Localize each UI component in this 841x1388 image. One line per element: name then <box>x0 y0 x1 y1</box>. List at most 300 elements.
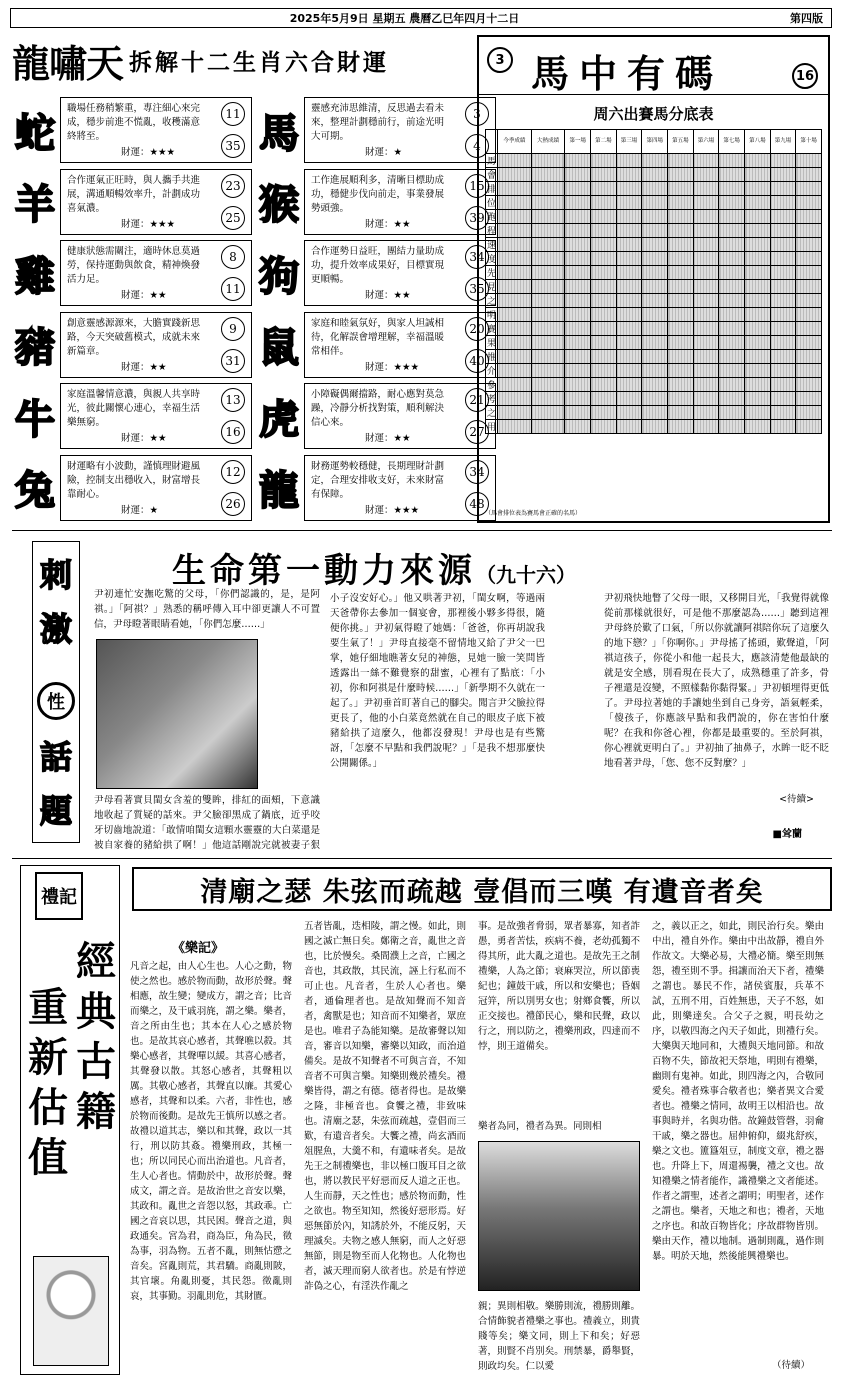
table-cell <box>565 406 591 420</box>
row-label: 考 <box>486 392 498 406</box>
table-cell <box>668 182 694 196</box>
table-cell <box>719 196 745 210</box>
table-cell <box>796 266 822 280</box>
table-cell <box>745 210 771 224</box>
lucky-number: 27 <box>465 420 489 444</box>
row-label: 馬 <box>486 154 498 168</box>
table-row <box>486 196 822 210</box>
table-cell <box>591 154 617 168</box>
table-cell <box>745 182 771 196</box>
lucky-number: 34 <box>465 460 489 484</box>
side-char: 籍 <box>76 1088 116 1135</box>
table-cell <box>770 182 796 196</box>
table-row <box>486 294 822 308</box>
table-row <box>486 364 822 378</box>
table-cell <box>531 364 565 378</box>
zodiac-sign: 豬 <box>15 324 55 371</box>
table-cell <box>745 252 771 266</box>
table-cell <box>565 364 591 378</box>
zodiac-text: 職場任務稍繁重，專注細心來完成，穩步前進不慌亂，收穫滿意終將至。 <box>67 103 201 142</box>
header-page-number: 第四版 <box>790 12 823 25</box>
zodiac-text: 工作進展順利多，清晰目標助成功，穩健步伐向前走，事業發展勢頭強。 <box>311 174 445 214</box>
zodiac-fortune: 財運：★ <box>365 147 403 158</box>
table-header-cell: 大熱成績 <box>531 130 565 154</box>
lucky-number: 8 <box>221 245 245 269</box>
lucky-number: 4 <box>465 134 489 158</box>
table-header <box>486 130 822 154</box>
classics-col-2: 五者皆亂，迭相陵，謂之慢。如此，則國之滅亡無日矣。鄭衛之音，亂世之音也，比於慢矣。桑間濮上之音，亡國之音也，其政散，其民流，誣上行私而不可止也。凡音者，生於人心者也。樂者，通倫理者也。是故知聲而不知音者，禽獸是也；知音而不知樂者，眾庶是也。唯君子為能知樂。是故審聲以知音，審音以知樂，審樂以知政，而治道備矣。是故不知聲者不可與言音，不知音者不可與言樂。知樂則幾於禮矣。禮樂皆得，謂之有德。德者得也。是故樂之隆，非極音也。食饗之禮，非致味也。清廟之瑟，朱弦而疏越，壹倡而三歎，有遺音者矣。大饗之禮，尚玄酒而俎腥魚，大羹不和，有遺味者矣。是故先王之制禮樂也，非以極口腹耳目之欲也，將以教民平好惡而反人道之正也。人生而靜，天之性也；感於物而動，性之欲也。物至知知，然後好惡形焉。好惡無節於內，知誘於外，不能反躬，天理滅矣。夫物之感人無窮，而人之好惡無節，則是物至而人化物也。人化物也者，滅天理而窮人欲者也。於是有悖逆詐偽之心，有淫泆作亂之 <box>304 921 466 1292</box>
zodiac-fortune: 財運：★★★ <box>121 218 176 230</box>
table-row <box>486 168 822 182</box>
zodiac-sign: 鼠 <box>259 324 299 371</box>
table-cell <box>531 168 565 182</box>
story-col-3: 尹初飛快地瞥了父母一眼，又移開目光，「我覺得就像從前那樣就很好，可是他不那麼認為……」聽到這裡尹母終於歎了口氣，「所以你就讓阿祺陪你玩了這麼久的地下戀？」「你啊你。」尹母搖了搖頭，歎聲道，「阿祺這孩子，你從小和他一起長大，應該清楚他最缺的就是安全感，別看現在長大了，成熟穩重了許多，骨子裡還是沒變，不照樣黏你黏得緊。」尹初頓埋得更低了。尹母拉著她的手讓她坐到自己身旁，語氣輕柔，「傻孩子，你應該早點和我們說的，你在害怕什麼呢？在我和你爸心裡，你都是最重要的。至於阿祺，你心裡就更明白了。」尹初抽了抽鼻子，水眸一眨不眨地看著尹母，「您、您不反對麼？」 <box>604 593 829 769</box>
table-cell <box>668 294 694 308</box>
table-cell <box>693 322 719 336</box>
zodiac-sign: 蛇 <box>15 109 55 157</box>
table-cell <box>770 406 796 420</box>
lucky-number: 26 <box>221 492 245 516</box>
table-cell <box>719 182 745 196</box>
table-cell <box>642 392 668 406</box>
row-label: 之 <box>486 406 498 420</box>
table-cell <box>616 364 642 378</box>
table-cell <box>745 294 771 308</box>
table-cell <box>498 210 532 224</box>
table-cell <box>498 280 532 294</box>
zodiac-fortune: 財運：★★★ <box>121 147 176 158</box>
table-cell <box>498 196 532 210</box>
row-label: 明 <box>486 308 498 322</box>
table-cell <box>668 378 694 392</box>
table-cell <box>770 364 796 378</box>
table-cell <box>719 210 745 224</box>
table-cell <box>770 210 796 224</box>
table-cell <box>770 294 796 308</box>
table-cell <box>719 168 745 182</box>
side-char: 話 <box>39 738 72 776</box>
side-char: 激 <box>39 610 72 648</box>
table-cell <box>693 252 719 266</box>
zodiac-sign: 虎 <box>259 395 299 443</box>
table-cell <box>565 280 591 294</box>
classics-col-4: 之，義以正之，如此，則民治行矣。樂由中出，禮自外作。樂由中出故靜，禮自外作故文。大樂必易，大禮必簡。樂至則無怨，禮至則不爭。揖讓而治天下者，禮樂之謂也。暴民不作，諸侯賓服，兵革不試，五刑不用，百姓無患，天子不怒，如此，則樂達矣。合父子之親，明長幼之序，以敬四海之內天子如此，則禮行矣。大樂與天地同和，大禮與天地同節。和故百物不失，節故祀天祭地，明則有禮樂，幽則有鬼神。如此，則四海之內，合敬同愛矣。禮者殊事合敬者也；樂者異文合愛者也。禮樂之情同，故明王以相沿也。故事與時并，名與功偕。故鐘鼓管磬，羽龠干戚，樂之器也。屈伸俯仰，綴兆舒疾，樂之文也。簠簋俎豆，制度文章，禮之器也。升降上下，周還裼襲，禮之文也。故知禮樂之情者能作，識禮樂之文者能述。作者之謂聖，述者之謂明；明聖者，述作之謂也。樂者，天地之和也；禮者，天地之序也。和故百物皆化；序故群物皆別。樂由天作，禮以地制。過制則亂，過作則暴。明於天地，然後能興禮樂也。 <box>652 921 824 1262</box>
table-header-cell: 第九場 <box>770 130 796 154</box>
table-cell <box>719 392 745 406</box>
table-cell <box>668 210 694 224</box>
table-cell <box>745 224 771 238</box>
table-cell <box>770 378 796 392</box>
table-cell <box>668 420 694 434</box>
table-cell <box>616 224 642 238</box>
table-cell <box>745 154 771 168</box>
table-cell <box>719 238 745 252</box>
zodiac-box <box>304 312 496 378</box>
table-header-cell: 第八場 <box>745 130 771 154</box>
side-char: 值 <box>28 1134 68 1181</box>
story-title <box>172 543 576 592</box>
table-cell <box>565 294 591 308</box>
zodiac-entry <box>12 453 485 523</box>
table-cell <box>616 392 642 406</box>
table-cell <box>642 224 668 238</box>
table-cell <box>642 322 668 336</box>
zodiac-text: 財務運勢較穩健，長期理財計劃定，合理安排收支好，未來財富有保障。 <box>311 460 445 500</box>
table-cell <box>498 266 532 280</box>
table-cell <box>693 266 719 280</box>
row-label: 先 <box>486 266 498 280</box>
table-cell <box>565 378 591 392</box>
table-cell <box>745 350 771 364</box>
table-cell <box>719 378 745 392</box>
table-cell <box>616 406 642 420</box>
story-col-1-bottom: 尹母看著實貝閨女含羞的雙眸，排紅的面頰，下意識地收起了質疑的話來。尹父臉卻黑成了鍋底，近乎咬牙切齒地說道：「敢情咱閨女這顆水靈靈的大白菜還是被自家養的豬給拱了啊！」他這話剛說完就被妻子狠 <box>94 795 320 851</box>
zodiac-box <box>304 97 496 163</box>
table-cell <box>796 280 822 294</box>
table-cell <box>591 420 617 434</box>
table-cell <box>642 210 668 224</box>
table-cell <box>693 210 719 224</box>
table-cell <box>591 406 617 420</box>
zodiac-text: 合作運氣正旺時，與人攜手共進展，溝通順暢效率升，計劃成功喜氣濃。 <box>67 174 201 214</box>
table-cell <box>616 350 642 364</box>
table-cell <box>668 336 694 350</box>
table-row <box>486 224 822 238</box>
table-cell <box>616 294 642 308</box>
table-cell <box>565 210 591 224</box>
table-cell <box>693 154 719 168</box>
table-cell <box>745 322 771 336</box>
table-cell <box>693 420 719 434</box>
table-cell <box>591 252 617 266</box>
table-cell <box>668 196 694 210</box>
zodiac-text: 合作運勢日益旺，團結力量助成功，提升效率成果好，目標實現更順暢。 <box>311 246 445 285</box>
story-section <box>12 530 832 852</box>
table-cell <box>693 238 719 252</box>
table-cell <box>796 252 822 266</box>
table-cell <box>668 308 694 322</box>
table-cell <box>498 308 532 322</box>
issue-number-right: 16 <box>792 63 818 89</box>
table-cell <box>498 364 532 378</box>
table-cell <box>770 280 796 294</box>
lucky-number: 12 <box>221 460 245 484</box>
table-cell <box>498 350 532 364</box>
zodiac-box <box>304 240 496 306</box>
story-col-1-top: 尹初連忙安撫吃驚的父母，「你們認識的，是，是阿祺。」「阿祺？」熟悉的稱呼傳入耳中卻更讓人不可置信，尹母瞪著眼睛看她，「你們怎麼……」 <box>94 589 320 630</box>
zodiac-sign: 雞 <box>15 252 55 300</box>
table-header-cell: 第五場 <box>668 130 694 154</box>
table-cell <box>770 308 796 322</box>
table-cell <box>531 378 565 392</box>
table-cell <box>591 364 617 378</box>
lucky-number: 34 <box>465 245 489 269</box>
page-header <box>10 8 832 28</box>
table-cell <box>719 336 745 350</box>
table-cell <box>498 322 532 336</box>
table-cell <box>668 364 694 378</box>
zodiac-text: 家庭和睦氣氛好，與家人坦誠相待，化解誤會增理解，幸福溫暖常相伴。 <box>311 317 445 357</box>
row-label: 見 <box>486 280 498 294</box>
table-cell <box>693 336 719 350</box>
table-row <box>486 350 822 364</box>
table-cell <box>642 308 668 322</box>
table-cell <box>498 336 532 350</box>
table-cell <box>719 350 745 364</box>
table-header-cell: 今季成績 <box>498 130 532 154</box>
table-cell <box>745 406 771 420</box>
issue-number-left: 3 <box>487 47 513 73</box>
table-cell <box>616 280 642 294</box>
zodiac-sign: 猴 <box>259 181 299 228</box>
table-cell <box>796 196 822 210</box>
table-cell <box>616 252 642 266</box>
horse-header <box>479 37 828 95</box>
table-row <box>486 322 822 336</box>
table-cell <box>642 378 668 392</box>
table-cell <box>668 168 694 182</box>
table-cell <box>565 238 591 252</box>
zodiac-entry <box>12 167 485 237</box>
zodiac-title-main: 龍嘯天 <box>12 41 124 86</box>
classics-col-1: 凡音之起，由人心生也。人心之動，物使之然也。感於物而動，故形於聲。聲相應，故生變；變成方，謂之音；比音而樂之，及干戚羽旄，謂之樂。樂者，音之所由生也；其本在人心之感於物也。是故其哀心感者，其聲噍以殺。其樂心感者，其聲嘽以緩。其喜心感者，其聲發以散。其怒心感者，其聲粗以厲。其敬心感者，其聲直以廉。其愛心感者，其聲和以柔。六者，非性也，感於物而後動。是故先王慎所以感之者。故禮以道其志，樂以和其聲，政以一其行，刑以防其姦。禮樂刑政，其極一也；所以同民心而出治道也。凡音者，生人心者也。情動於中，故形於聲。聲成文，謂之音。是故治世之音安以樂，其政和。亂世之音怨以怒，其政乖。亡國之音哀以思，其民困。聲音之道，與政通矣。宮為君，商為臣，角為民，徵為事，羽為物。五者不亂，則無怗懘之音矣。宮亂則荒，其君驕。商亂則陂，其官壞。角亂則憂，其民怨。徵亂則哀，其事勤。羽亂則危，其財匱。 <box>130 961 292 1302</box>
zodiac-text: 靈感充沛思維清，反思過去看未來，整理計劃穩前行，前途光明大可期。 <box>311 103 445 142</box>
table-header-cell: 第三場 <box>616 130 642 154</box>
classics-sidebar <box>20 865 120 1375</box>
table-row <box>486 182 822 196</box>
table-cell <box>693 308 719 322</box>
table-cell <box>719 420 745 434</box>
classics-title: 清廟之瑟 朱弦而疏越 壹倡而三嘆 有遺音者矣 <box>132 867 832 911</box>
table-cell <box>745 420 771 434</box>
table-cell <box>770 224 796 238</box>
table-cell <box>796 182 822 196</box>
table-cell <box>616 182 642 196</box>
table-cell <box>693 392 719 406</box>
table-cell <box>565 168 591 182</box>
table-cell <box>668 224 694 238</box>
table-row <box>486 420 822 434</box>
table-row <box>486 252 822 266</box>
table-cell <box>565 196 591 210</box>
table-cell <box>531 294 565 308</box>
side-char: 典 <box>76 988 116 1035</box>
lucky-number: 23 <box>221 174 245 198</box>
table-cell <box>531 308 565 322</box>
zodiac-text: 小障礙偶爾擋路，耐心應對莫急躁，冷靜分析找對策，順利解決信心來。 <box>311 389 445 428</box>
table-cell <box>796 392 822 406</box>
table-row <box>486 406 822 420</box>
side-char: 新 <box>28 1034 68 1081</box>
table-cell <box>668 252 694 266</box>
lucky-number: 15 <box>465 174 489 198</box>
table-cell <box>616 168 642 182</box>
row-label: 之 <box>486 294 498 308</box>
zodiac-sign: 牛 <box>15 395 55 443</box>
table-cell <box>642 280 668 294</box>
table-cell <box>565 224 591 238</box>
table-cell <box>531 406 565 420</box>
table-row <box>486 154 822 168</box>
row-label: 介 <box>486 364 498 378</box>
row-label: 跑 <box>486 210 498 224</box>
table-cell <box>498 378 532 392</box>
table-row <box>486 378 822 392</box>
zodiac-sign: 兔 <box>15 467 55 514</box>
story-author: ■耸蘭 <box>772 829 802 840</box>
table-cell <box>591 308 617 322</box>
horse-racing-section <box>477 35 830 523</box>
table-cell <box>770 392 796 406</box>
table-row <box>486 308 822 322</box>
lucky-number: 25 <box>221 206 245 230</box>
row-label: 參 <box>486 378 498 392</box>
table-cell <box>616 154 642 168</box>
table-cell <box>591 182 617 196</box>
story-photo <box>96 639 258 789</box>
story-column-label <box>32 541 80 843</box>
table-cell <box>796 350 822 364</box>
table-cell <box>745 336 771 350</box>
table-cell <box>693 406 719 420</box>
zodiac-fortune: 財運：★★ <box>121 433 167 444</box>
table-cell <box>745 196 771 210</box>
table-cell <box>591 378 617 392</box>
table-cell <box>642 238 668 252</box>
table-cell <box>531 210 565 224</box>
table-cell <box>531 336 565 350</box>
table-cell <box>770 420 796 434</box>
row-label: 度 <box>486 252 498 266</box>
row-label: 位 <box>486 196 498 210</box>
table-cell <box>565 392 591 406</box>
table-cell <box>642 336 668 350</box>
table-cell <box>719 266 745 280</box>
table-header-cell: 第二場 <box>591 130 617 154</box>
zodiac-title-sub: 拆解十二生肖六合財運 <box>129 49 390 76</box>
table-cell <box>668 154 694 168</box>
table-cell <box>693 182 719 196</box>
zodiac-fortune: 財運：★★ <box>365 218 411 230</box>
zodiac-fortune: 財運：★★★ <box>365 504 420 516</box>
table-cell <box>796 336 822 350</box>
table-cell <box>668 266 694 280</box>
row-label: 果 <box>486 336 498 350</box>
side-char: 刺 <box>39 556 72 594</box>
table-cell <box>770 168 796 182</box>
zodiac-title <box>12 33 467 88</box>
lucky-number: 13 <box>221 388 245 412</box>
table-header-cell: 第六場 <box>693 130 719 154</box>
row-label: 排 <box>486 182 498 196</box>
table-cell <box>591 322 617 336</box>
table-cell <box>498 182 532 196</box>
table-cell <box>642 406 668 420</box>
table-cell <box>565 322 591 336</box>
table-cell <box>616 322 642 336</box>
table-cell <box>531 322 565 336</box>
table-cell <box>498 252 532 266</box>
table-cell <box>531 350 565 364</box>
zodiac-sign: 龍 <box>259 467 299 514</box>
side-char: 題 <box>39 792 72 830</box>
table-cell <box>531 266 565 280</box>
table-cell <box>770 322 796 336</box>
table-cell <box>591 210 617 224</box>
liji-badge: 禮記 <box>35 872 83 920</box>
table-cell <box>668 392 694 406</box>
lucky-number: 11 <box>221 277 245 301</box>
zodiac-text: 財運略有小波動，謹慎理財避風險，控制支出穩收入，財富增長靠耐心。 <box>67 460 201 500</box>
table-cell <box>642 350 668 364</box>
lucky-number: 48 <box>465 492 489 516</box>
table-cell <box>693 280 719 294</box>
table-cell <box>668 238 694 252</box>
table-cell <box>616 238 642 252</box>
table-cell <box>745 238 771 252</box>
table-cell <box>770 336 796 350</box>
table-cell <box>591 280 617 294</box>
table-cell <box>719 308 745 322</box>
table-cell <box>770 238 796 252</box>
table-cell <box>719 322 745 336</box>
lucky-number: 16 <box>221 420 245 444</box>
lucky-number: 3 <box>465 102 489 126</box>
to-be-continued: <待續> <box>779 794 814 805</box>
table-cell <box>745 266 771 280</box>
zodiac-fortune: 財運：★★ <box>365 290 411 301</box>
zodiac-fortune: 財運：★ <box>121 504 159 516</box>
table-cell <box>591 224 617 238</box>
table-row <box>486 210 822 224</box>
zodiac-fortune: 財運：★★ <box>365 433 411 444</box>
table-cell <box>591 294 617 308</box>
table-cell <box>498 238 532 252</box>
table-cell <box>642 294 668 308</box>
table-cell <box>719 406 745 420</box>
table-cell <box>796 420 822 434</box>
table-header-cell: 第四場 <box>642 130 668 154</box>
row-label: 程 <box>486 224 498 238</box>
horse-title: 馬中有碼 <box>531 51 724 96</box>
table-header-cell: 第十場 <box>796 130 822 154</box>
table-cell <box>531 392 565 406</box>
horse-footer: （馬會排位表為賽馬會正確的名馬） <box>485 510 582 517</box>
table-cell <box>693 350 719 364</box>
table-header-cell: 第七場 <box>719 130 745 154</box>
zodiac-text: 創意靈感源源來，大膽實踐新思路，今天突破舊模式，成就未來新篇章。 <box>67 317 201 357</box>
zodiac-fortune: 財運：★★ <box>121 290 167 301</box>
table-cell <box>796 238 822 252</box>
table-cell <box>498 154 532 168</box>
zodiac-text: 家庭溫馨情意濃，與親人共享時光，彼此關懷心連心，幸福生活樂無窮。 <box>67 389 201 428</box>
table-cell <box>565 308 591 322</box>
table-header-cell: 第一場 <box>565 130 591 154</box>
table-row <box>486 280 822 294</box>
lucky-number: 31 <box>221 349 245 373</box>
author-portrait <box>33 1256 109 1366</box>
table-cell <box>616 420 642 434</box>
zodiac-box <box>304 169 496 235</box>
table-cell <box>591 168 617 182</box>
zodiac-text: 健康狀態需關注，適時休息莫過勞，保持運動與飲食，精神煥發活力足。 <box>67 246 201 285</box>
table-cell <box>745 364 771 378</box>
zodiac-entry <box>12 310 485 380</box>
zodiac-fortune: 財運：★★ <box>121 361 167 373</box>
story-episode: （九十六） <box>476 563 576 587</box>
table-cell <box>642 266 668 280</box>
side-char: 估 <box>28 1084 68 1131</box>
